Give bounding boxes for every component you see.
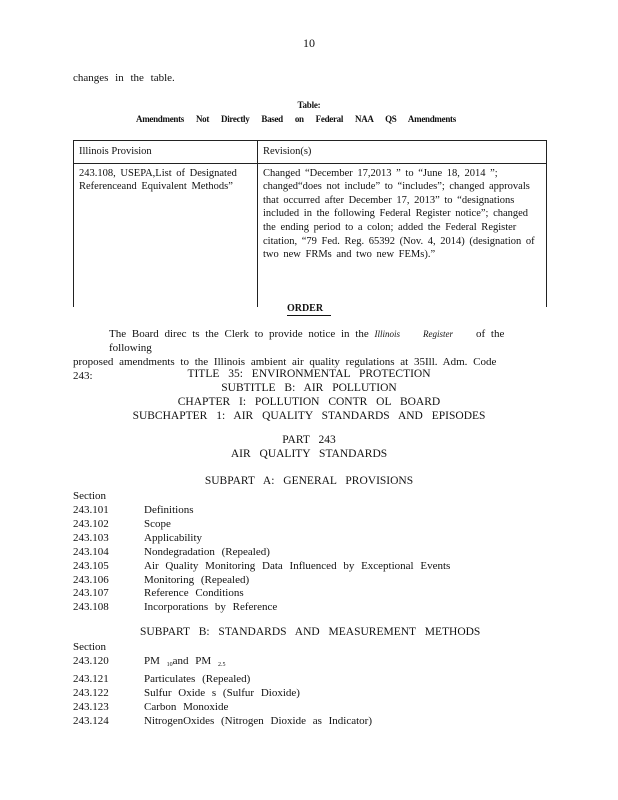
order-italic-register: Register <box>422 329 453 339</box>
section-number: 243.124 <box>73 714 109 727</box>
section-title: Applicability <box>144 531 203 544</box>
table-subtitle: Amendments Not Directly Based on Federal NAA QS Amendments <box>136 114 456 124</box>
order-heading <box>0 303 618 314</box>
list-item <box>73 673 372 687</box>
section-number: 243.107 <box>73 587 109 600</box>
list-item <box>73 655 372 673</box>
section-number: 243.105 <box>73 559 109 572</box>
amendments-table <box>73 140 547 307</box>
column-header-revisions: Revision(s) <box>258 141 547 164</box>
page-number: 10 <box>303 36 315 50</box>
table-title: Table: <box>297 100 321 110</box>
revision-text: Changed “December 17,2013 ” to “June 18, 2014 ”; changed“does not include” to “includes”; changed approvals that occurred after December 17, 2013” to “designations included in the following Federal Register notice”; changed the ending period to a colon; added the Federal Register citation, “79 Fed. Reg. 65392 (Nov. 4, 2014) (designation of two new FRMs and two new FEMs).” <box>263 167 535 261</box>
list-item <box>73 546 450 560</box>
subpart-b-section-label: Section <box>73 641 106 653</box>
section-title: Particulates (Repealed) <box>144 672 251 685</box>
list-item <box>73 532 450 546</box>
subchapter-heading: SUBCHAPTER 1: AIR QUALITY STANDARDS AND EPISODES <box>132 410 486 422</box>
section-title: Air Quality Monitoring Data Influenced by Exceptional Events <box>144 559 451 572</box>
provision-cell <box>74 163 258 307</box>
order-line-1 <box>73 327 513 355</box>
section-number: 243.103 <box>73 531 109 544</box>
section-title: Scope <box>144 517 171 530</box>
order-para-start: The Board direc ts the Clerk to provide notice in the <box>109 328 369 340</box>
table-header-row <box>74 141 547 164</box>
section-title: Reference Conditions <box>144 587 244 600</box>
part-heading: PART 243 <box>282 434 336 446</box>
title-heading: TITLE 35: ENVIRONMENTAL PROTECTION <box>187 368 431 380</box>
section-title: Definitions <box>144 504 194 516</box>
order-para-end: of the following <box>109 328 505 354</box>
chapter-heading: CHAPTER I: POLLUTION CONTR OL BOARD <box>177 396 441 408</box>
section-title: Incorporations by Reference <box>144 601 278 614</box>
intro-text: changes in the table. <box>73 72 175 84</box>
section-title-pm <box>144 655 225 673</box>
order-heading-text: ORDER <box>287 303 331 316</box>
order-italic-illinois: Illinois <box>374 329 400 339</box>
column-header-provision: Illinois Provision <box>74 141 258 164</box>
provision-text: 243.108, USEPA,List of Designated Referenceand Equivalent Methods” <box>79 167 237 193</box>
list-item <box>73 518 450 532</box>
subpart-b-heading: SUBPART B: STANDARDS AND MEASUREMENT METHODS <box>140 626 481 638</box>
section-title: Monitoring (Repealed) <box>144 573 250 586</box>
list-item <box>73 601 450 615</box>
part-title-heading: AIR QUALITY STANDARDS <box>230 448 388 460</box>
list-item <box>73 560 450 574</box>
pm-sub-25: 2.5 <box>217 662 226 668</box>
pm-sub-10: 10 <box>166 662 173 668</box>
table-row <box>74 163 547 307</box>
section-number: 243.104 <box>73 545 109 558</box>
list-item <box>73 701 372 715</box>
section-title: Nondegradation (Repealed) <box>144 545 270 558</box>
subpart-a-heading: SUBPART A: GENERAL PROVISIONS <box>204 475 414 487</box>
subtitle-heading: SUBTITLE B: AIR POLLUTION <box>221 382 397 394</box>
subpart-a-section-label: Section <box>73 490 106 502</box>
order-line-2: proposed amendments to the Illinois ambient air quality regulations at 35Ill. Adm. Code 243: <box>73 356 497 382</box>
subpart-a-list <box>73 504 450 615</box>
section-number: 243.102 <box>73 517 109 530</box>
section-number: 243.108 <box>73 601 109 614</box>
section-title: Carbon Monoxide <box>144 700 229 713</box>
list-item <box>73 504 450 518</box>
revision-cell <box>258 163 547 307</box>
section-number: 243.106 <box>73 573 109 586</box>
list-item <box>73 715 372 729</box>
section-number: 243.123 <box>73 700 109 713</box>
list-item <box>73 687 372 701</box>
subpart-b-list <box>73 655 372 729</box>
section-number: 243.120 <box>73 655 109 667</box>
list-item <box>73 574 450 588</box>
pm-prefix: PM <box>144 655 160 667</box>
pm-and: and PM <box>172 655 212 667</box>
section-title: NitrogenOxides (Nitrogen Dioxide as Indicator) <box>144 714 372 727</box>
section-number: 243.122 <box>73 686 109 699</box>
list-item <box>73 587 450 601</box>
section-title: Sulfur Oxide s (Sulfur Dioxide) <box>144 686 300 699</box>
section-number: 243.121 <box>73 672 109 685</box>
section-number: 243.101 <box>73 504 109 516</box>
